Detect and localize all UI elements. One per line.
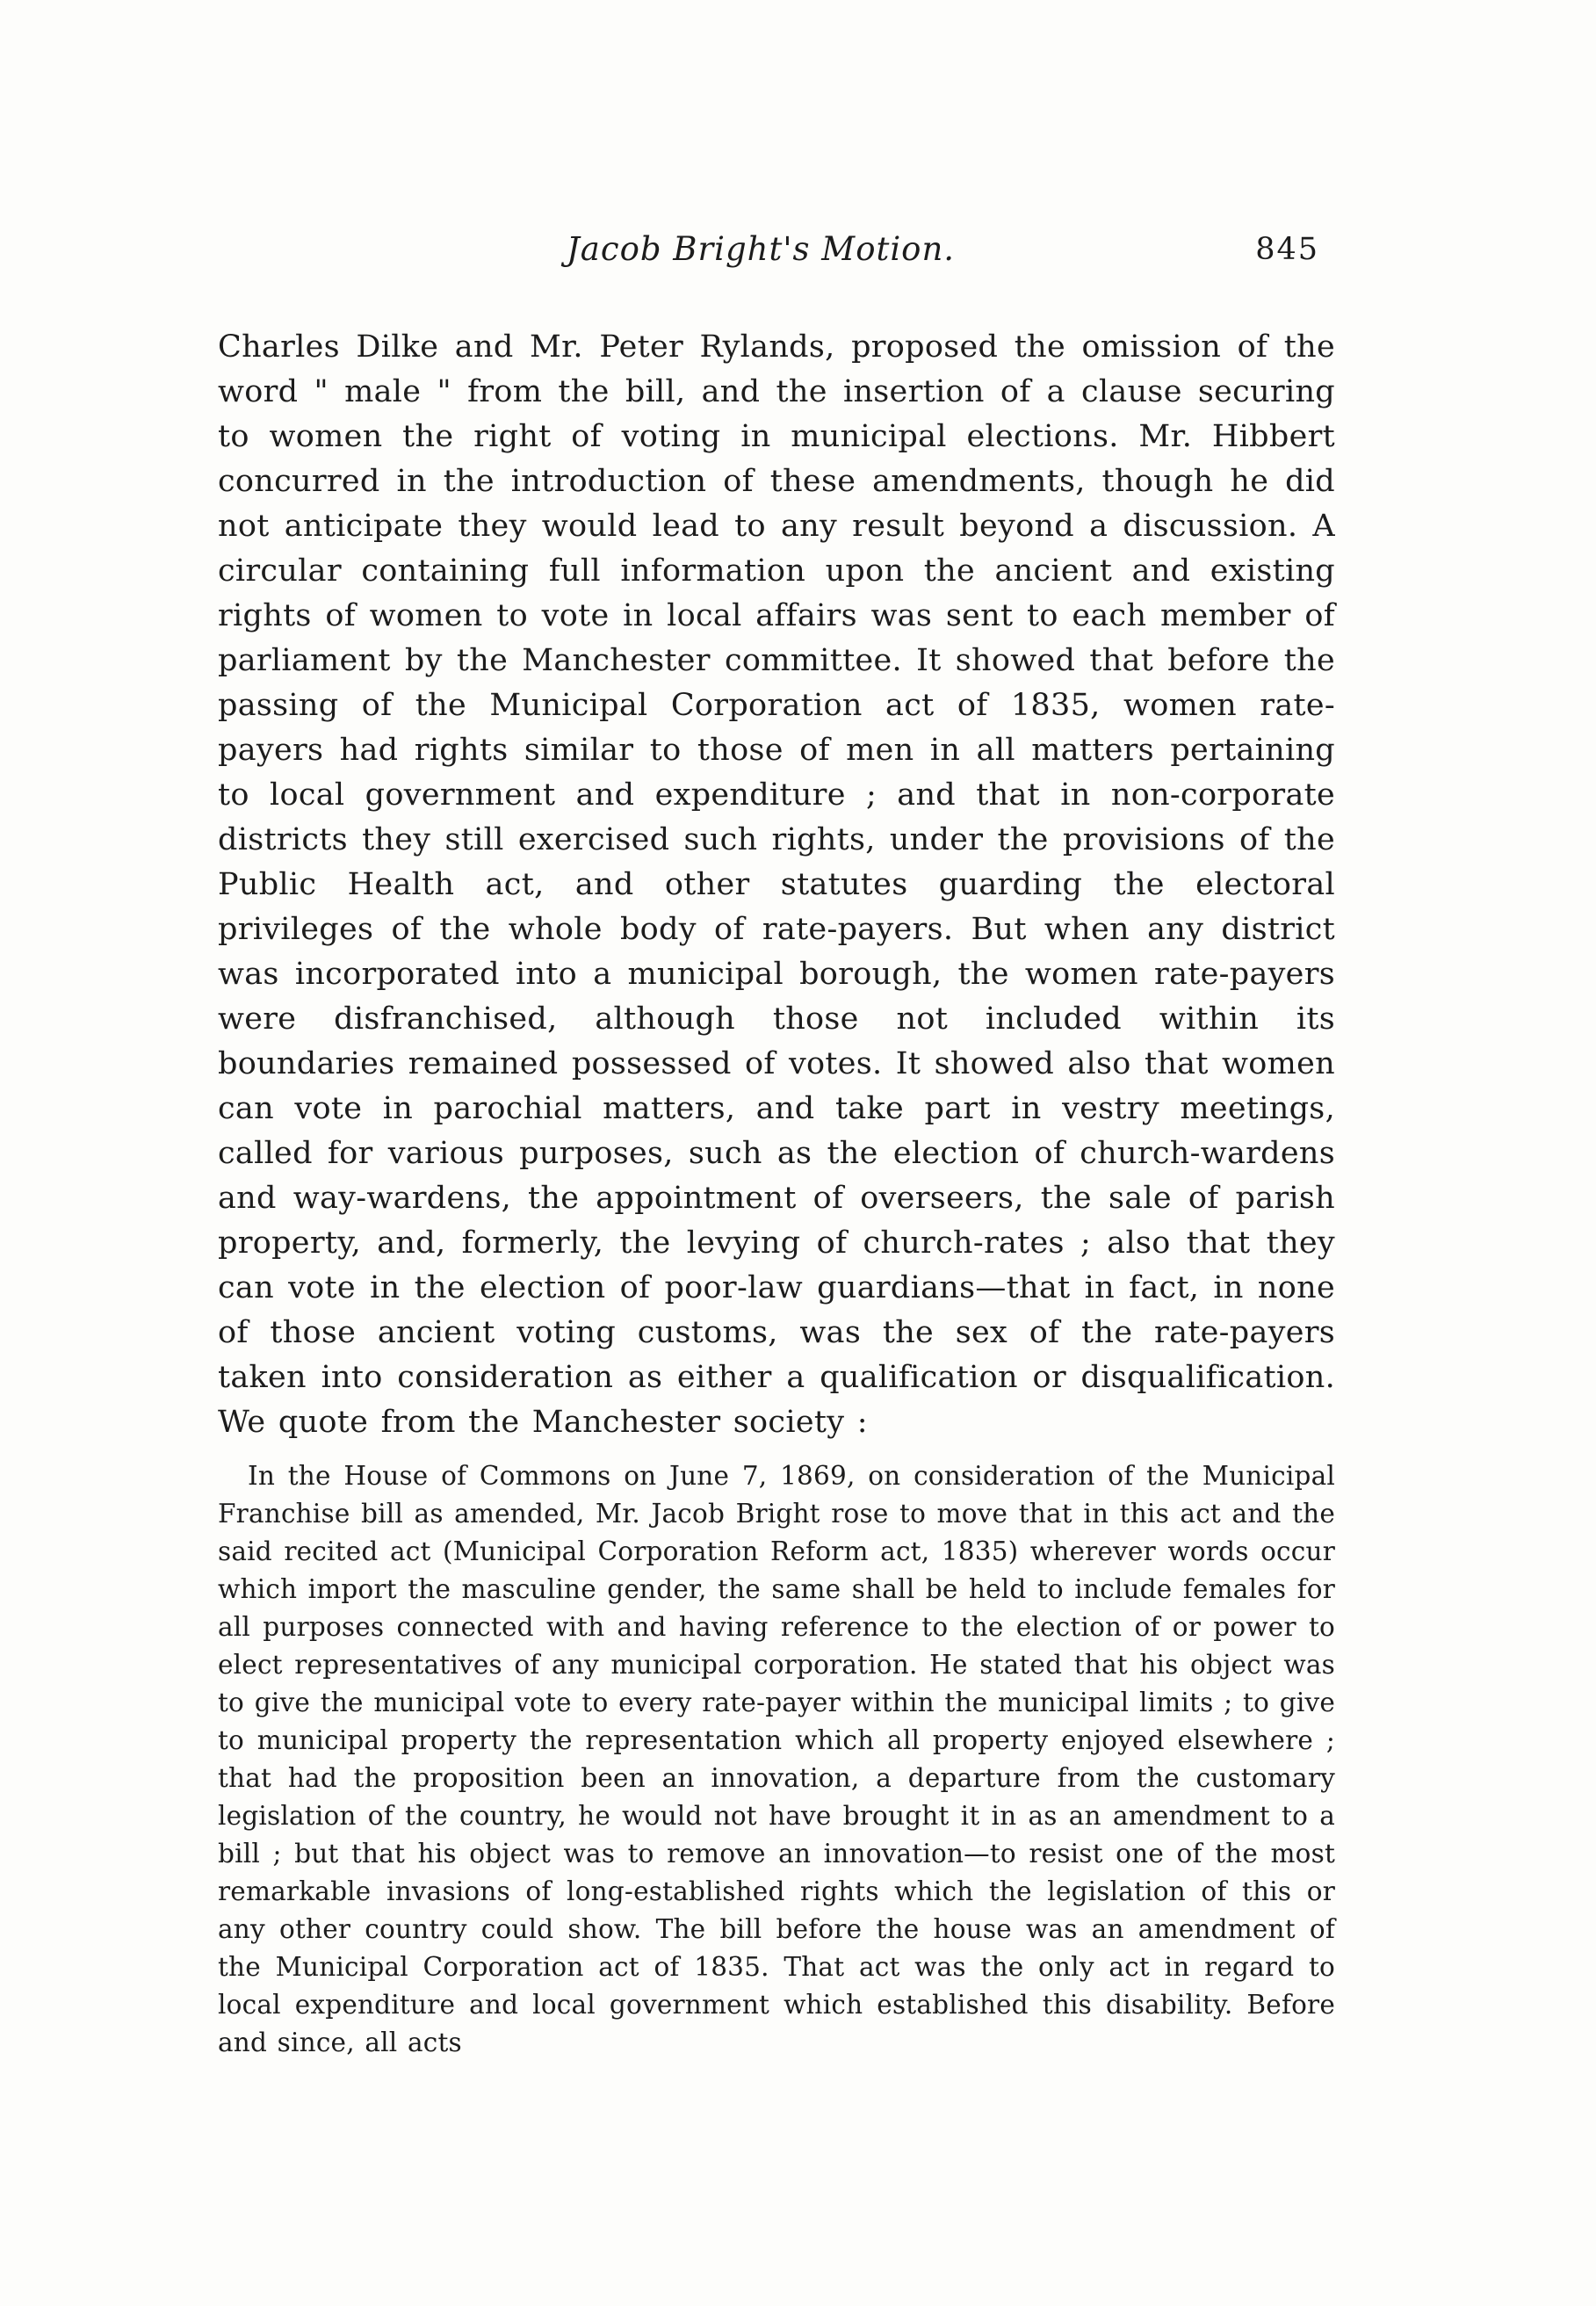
running-header [218, 230, 1335, 276]
page-number: 845 [1255, 232, 1319, 267]
page-header-title: Jacob Bright's Motion. [566, 230, 956, 268]
main-paragraph: Charles Dilke and Mr. Peter Rylands, proposed the omission of the word " male " from the bill, and the insertion of a clause securing to women the right of voting in municipal elections. Mr. Hibbert concurred in the introduction of these amendments, though he did not anticipate they would lead to any result beyond a discussion. A circular containing full information upon the ancient and existing rights of women to vote in local affairs was sent to each member of parliament by the Manchester committee. It showed that before the passing of the Municipal Corporation act of 1835, women rate-payers had rights similar to those of men in all matters pertaining to local government and expenditure ; and that in non-corporate districts they still exercised such rights, under the provisions of the Public Health act, and other statutes guarding the electoral privileges of the whole body of rate-payers. But when any district was incorporated into a municipal borough, the women rate-payers were disfranchised, although those not included within its boundaries remained possessed of votes. It showed also that women can vote in parochial matters, and take part in vestry meetings, called for various purposes, such as the election of church-wardens and way-wardens, the appointment of overseers, the sale of parish property, and, formerly, the levying of church-rates ; also that they can vote in the election of poor-law guardians—that in fact, in none of those ancient voting customs, was the sex of the rate-payers taken into consideration as either a qualification or disqualification. We quote from the Manchester society : [218, 329, 1335, 1440]
quoted-paragraph: In the House of Commons on June 7, 1869, on consideration of the Municipal Franchise bill as amended, Mr. Jacob Bright rose to move that in this act and the said recited act (Municipal Corporation Reform act, 1835) wherever words occur which import the masculine gender, the same shall be held to include females for all purposes connected with and having reference to the election of or power to elect representatives of any municipal corporation. He stated that his object was to give the municipal vote to every rate-payer within the municipal limits ; to give to municipal property the representation which all property enjoyed elsewhere ; that had the proposition been an innovation, a departure from the customary legislation of the country, he would not have brought it in as an amendment to a bill ; but that his object was to remove an innovation—to resist one of the most remarkable invasions of long-established rights which the legislation of this or any other country could show. The bill before the house was an amendment of the Municipal Corporation act of 1835. That act was the only act in regard to local expenditure and local government which established this disability. Before and since, all acts [218, 1461, 1335, 2057]
page-content [218, 230, 1335, 2062]
